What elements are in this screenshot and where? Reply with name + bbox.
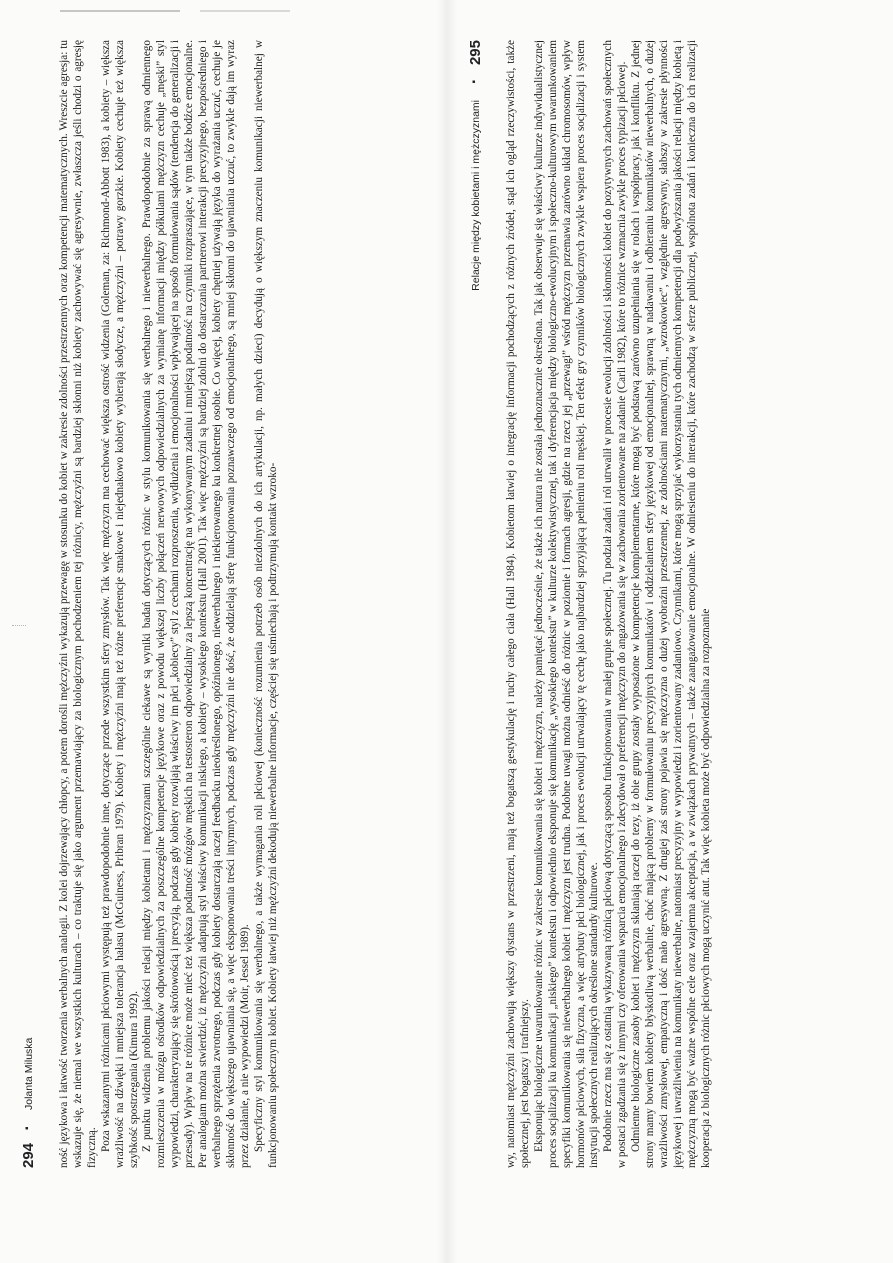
paragraph: Odmienne biologiczne zasoby kobiet i mężczyzn skłaniają raczej do tezy, iż obie grupy zostały wyposażone w kompetencje komplementarne, które mogą być podstawą zarówno uzupełniania się w rolach i współpracy, jak i konfliktu. Z jednej strony mamy bowiem kobiety błyskotliwą werbalnie, choć mającą problemy w formułowaniu precyzyjnych komunikatów i oddzielaniem sfery językowej od emocjonalnej, sprawną w nadawaniu i odbieraniu komunikatów niewerbalnych, o dużej wrażliwości zmysłowej, empatyczną i dość mało agresywną. Z drugiej zaś strony pojawia się mężczyzna o dużej wyobraźni przestrzennej, ze zdolnościami matematycznymi, „wzrokowiec”, względnie agresywny, słabszy w zakresie płynności językowej i uwrażliwienia na komunikaty niewerbalne, natomiast precyzyjny w wypowiedzi i zorientowany zadaniowo. Czynnikami, które mogą sprzyjać wykorzystaniu tych odmiennych kompetencji dla podwyższania jakości relacji między kobietą i mężczyzną mogą być ważne wspólne cele oraz wzajemna akceptacja, a w związkach prywatnych – także zaangażowanie emocjonalne. W odniesieniu do interakcji, które zachodzą w sferze publicznej, wspólnota zadań i konieczna do ich realizacji kooperacja z biologicznych różnic płciowych mogą uczynić atut. Tak więc kobieta może być odpowiedzialna za rozpoznanie <box>630 40 712 1168</box>
paragraph: Podobnie rzecz ma się z ostatnią wykazywaną różnicą płciową dotyczącą sposobu funkcjonowania w małej grupie społecznej. Tu podział zadań i ról utrwalił w procesie ewolucji zdolności i skłonności kobiet do pozytywnych zachowań społecznych w postaci zgadzania się z innymi czy oferowania wsparcia emocjonalnego i zdecydował o preferencji mężczyzn do angażowania się w zachowania zorientowane na zadanie (Carli 1982), które to różnice wzmacnia zwykle proces typizacji płciowej. <box>602 40 629 1168</box>
paragraph: wy, natomiast mężczyźni zachowują większy dystans w przestrzeni, mają też bogatszą gestykulację i ruchy całego ciała (Hall 1984). Kobietom łatwiej o integrację informacji pochodzących z różnych źródeł, stąd ich ogląd rzeczywistości, także społecznej, jest bogatszy i trafniejszy. <box>505 40 531 1168</box>
right-page-header <box>469 40 487 1168</box>
paragraph: Z punktu widzenia problemu jakości relacji między kobietami i mężczyznami szczególnie ciekawe są wyniki badań dotyczących różnic w stylu komunikowania się werbalnego i niewerbalnego. Prawdopodobnie za sprawą odmiennego rozmieszczenia w mózgu ośrodków odpowiedzialnych za poszczególne kompetencje językowe oraz z powodu większej liczby połączeń nerwowych odpowiedzialnych za wymianę informacji między półkulami mężczyzn cechuje „męski” styl wypowiedzi, charakteryzujący się skrótowością i precyzją, podczas gdy kobiety rozwijają właściwy im płci „kobiecy” styl z cechami rozproszenia, wydłużenia i emocjonalności wpływającej na sposób formułowania sądów (tendencja do generalizacji i przesady). Wpływ na te różnice może mieć też większa podatność mózgów męskich na testosteron odpowiedzialny za lepszą koncentrację na wykonywanym zadaniu i mniejszą podatność na czynniki rozpraszające, w tym także bodźce emocjonalne. Per analogiam można stwierdzić, iż mężczyźni adaptują styl właściwy komunikacji niskiego, a kobiety – wysokiego kontekstu (Hall 2001). Tak więc mężczyźni są bardziej zdolni do dostarczania partnerowi interakcji precyzyjnego, bezpośredniego i werbalnego sprzężenia zwrotnego, podczas gdy kobiety dostarczają raczej feedbacku nieokreślonego, opóźnionego, niewerbalnego i niekierowanego ku konkretnej osobie. Co więcej, kobiety chętniej używają języka do wyrażania uczuć, cechuje je skłonność do większego ujawniania się, a więc eksponowania treści intymnych, podczas gdy mężczyźni nie dość, że oddzielają sferę funkcjonowania poznawczego od emocjonalnego, są mniej skłonni do ujawniania uczuć, to zwykle dają im wyraz przez działanie, a nie wypowiedzi (Moir, Jessel 1989). <box>141 40 251 1168</box>
paragraph: ność językowa i łatwość tworzenia werbalnych analogii. Z kolei dojrzewający chłopcy, a potem dorośli mężczyźni wykazują przewagę w stosunku do kobiet w zakresie zdolności przestrzennych oraz kompetencji matematycznych. Wreszcie agresja: tu wskazuje się, że niemal we wszystkich kulturach – co traktuje się jako argument przemawiający za biologicznym pochodzeniem tej różnicy, mężczyźni są bardziej skłonni niż kobiety zachowywać się agresywnie, zwłaszcza jeśli chodzi o agresję fizyczną. <box>58 40 98 1168</box>
left-page <box>0 0 446 1263</box>
left-page-header <box>22 40 40 1168</box>
paragraph: Eksponując biologiczne uwarunkowanie różnic w zakresie komunikowania się kobiet i mężczyzn, należy pamiętać jednocześnie, że także ich natura nie została jednoznacznie określona. Tak jak obserwuje się właściwy kulturze indywidualistycznej proces socjalizacji ku komunikacji „niskiego” kontekstu i odpowiednio eksponuje się komunikację „wysokiego kontekstu” w kulturze kolektywistycznej, tak i dyferencjacja między biologiczno-ewolucyjnym i społeczno-kulturowym uwarunkowaniem specyfiki komunikowania się niewerbalnego kobiet i mężczyzn jest trudna. Podobne uwagi można odnieść do różnic w poziomie i formach agresji, gdzie na rzecz jej „przewagi” wśród mężczyzn przemawia zarówno układ chromosomów, wpływ hormonów płciowych, siła fizyczna, a więc atrybuty płci biologicznej, jak i proces ewolucji utrwalający tę cechę jako najbardziej sprzyjającą pełnieniu roli męskiej. Ten efekt gry czynników biologicznych zwykle wspiera proces socjalizacji i system instytucji społecznych realizujących określone standardy kulturowe. <box>532 40 601 1168</box>
left-page-body <box>58 40 426 1168</box>
paragraph: Specyficzny styl komunikowania się werbalnego, a także wymagania roli płciowej (konieczność rozumienia potrzeb osób niezdolnych do ich artykulacji, np. małych dzieci) decydują o większym znaczeniu komunikacji niewerbalnej w funkcjonowaniu społecznym kobiet. Kobiety łatwiej niż mężczyźni dekodują niewerbalne informacje, częściej się uśmiechają i podtrzymują kontakt wzroko- <box>252 40 279 1168</box>
right-page-body <box>505 40 873 1168</box>
running-head: Relacje między kobietami i mężczyznami <box>470 100 482 291</box>
header-bullet: ▪ <box>22 1126 33 1130</box>
paragraph: Poza wskazanymi różnicami płciowymi występują też prawdopodobnie inne, dotyczące przede wszystkim sfery zmysłów. Tak więc mężczyzn ma cechować większa ostrość widzenia (Goleman, za: Richmond-Abbott 1983), a kobiety – większa wrażliwość na dźwięki i mniejsza tolerancja hałasu (McGuiness, Pribran 1979). Kobiety i mężczyźni mają też różne preferencje smakowe i niejednakowo kobiety wybierają słodycze, a mężczyźni – potrawy gorzkie. Kobiety cechuje też większa szybkość spostrzegania (Kimura 1992). <box>99 40 140 1168</box>
page-number: 295 <box>467 40 484 66</box>
header-bullet: ▪ <box>469 80 480 84</box>
page-number: 294 <box>20 1142 37 1168</box>
right-page <box>447 0 893 1263</box>
running-head: Jolanta Miluska <box>23 1037 35 1110</box>
